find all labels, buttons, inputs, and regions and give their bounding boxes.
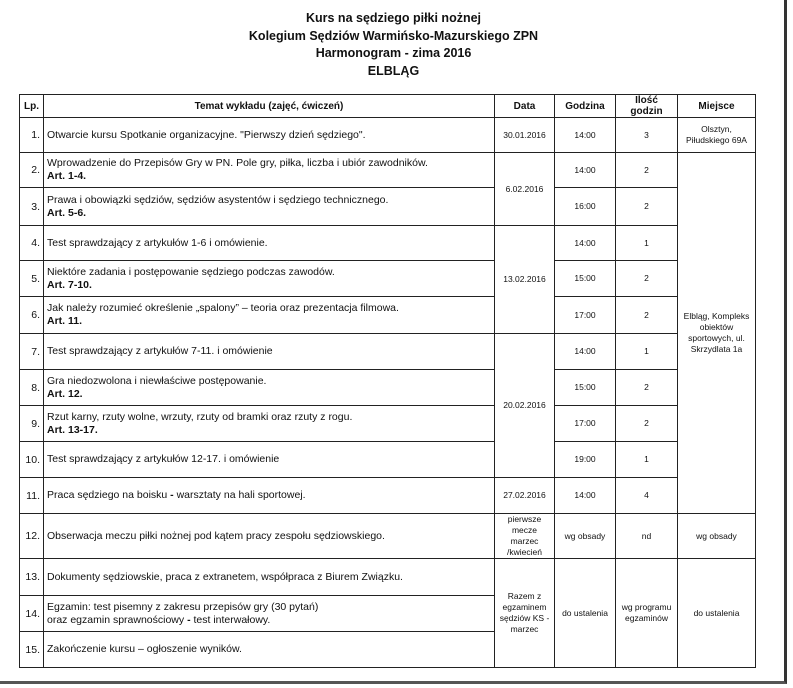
row-hours: 1 [616, 226, 678, 261]
schedule-title: Harmonogram - zima 2016 [315, 46, 472, 60]
schedule-table [19, 94, 756, 668]
row-hours: 4 [616, 478, 678, 514]
column-header-date: Data [495, 95, 555, 118]
row-number: 2. [20, 153, 44, 188]
row-number: 14. [20, 596, 44, 632]
row-time: 14:00 [555, 334, 616, 370]
row-hours: 1 [616, 442, 678, 478]
row-hours: 2 [616, 261, 678, 297]
row-topic: Otwarcie kursu Spotkanie organizacyjne. "Pierwszy dzień sędziego". [44, 118, 495, 153]
row-number: 13. [20, 559, 44, 596]
row-time: 14:00 [555, 118, 616, 153]
row-date: 27.02.2016 [495, 478, 555, 514]
column-header-hours: Ilość godzin [616, 95, 678, 118]
article-ref: Art. 5-6. [47, 206, 87, 219]
row-hours: nd [616, 514, 678, 559]
row-number: 8. [20, 370, 44, 406]
city-name: ELBLĄG [367, 63, 420, 78]
row-hours: 1 [616, 334, 678, 370]
row-number: 5. [20, 261, 44, 297]
row-time: 14:00 [555, 478, 616, 514]
table-row [20, 261, 756, 297]
row-topic: Zakończenie kursu – ogłoszenie wyników. [44, 632, 495, 668]
table-row [20, 406, 756, 442]
row-place: wg obsady [678, 514, 756, 559]
row-date: 30.01.2016 [495, 118, 555, 153]
row-topic: Wprowadzenie do Przepisów Gry w PN. Pole gry, piłka, liczba i ubiór zawodników. Art. 1-4. [44, 153, 495, 188]
row-topic: Gra niedozwolona i niewłaściwe postępowanie. Art. 12. [44, 370, 495, 406]
row-time: 15:00 [555, 370, 616, 406]
article-ref: Art. 12. [47, 387, 83, 400]
row-number: 3. [20, 188, 44, 226]
row-hours: 2 [616, 188, 678, 226]
row-time: 19:00 [555, 442, 616, 478]
row-place: Olsztyn, Piłudskiego 69A [678, 118, 756, 153]
article-ref: Art. 7-10. [47, 278, 92, 291]
table-row [20, 188, 756, 226]
table-row [20, 370, 756, 406]
table-row [20, 153, 756, 188]
row-hours: 2 [616, 153, 678, 188]
row-topic: Test sprawdzający z artykułów 7-11. i omówienie [44, 334, 495, 370]
row-time: 14:00 [555, 153, 616, 188]
table-header-row [20, 95, 756, 118]
row-topic: Dokumenty sędziowskie, praca z extranetem, współpraca z Biurem Związku. [44, 559, 495, 596]
column-header-place: Miejsce [678, 95, 756, 118]
table-row [20, 442, 756, 478]
row-number: 1. [20, 118, 44, 153]
row-topic: Jak należy rozumieć określenie „spalony” – teoria oraz prezentacja filmowa. Art. 11. [44, 297, 495, 334]
article-ref: Art. 1-4. [47, 170, 87, 182]
row-number: 4. [20, 226, 44, 261]
table-row [20, 478, 756, 514]
row-topic: Egzamin: test pisemny z zakresu przepisów gry (30 pytań) oraz egzamin sprawnościowy - test interwałowy. [44, 596, 495, 632]
course-title: Kurs na sędziego piłki nożnej [305, 11, 482, 25]
article-ref: Art. 11. [47, 315, 83, 327]
column-header-lp: Lp. [20, 95, 44, 118]
row-time: 16:00 [555, 188, 616, 226]
row-date: 20.02.2016 [495, 334, 555, 478]
row-hours: 2 [616, 370, 678, 406]
table-row [20, 226, 756, 261]
row-number: 7. [20, 334, 44, 370]
row-topic: Praca sędziego na boisku - warsztaty na hali sportowej. [44, 478, 495, 514]
row-topic: Rzut karny, rzuty wolne, wrzuty, rzuty od bramki oraz rzuty z rogu. Art. 13-17. [44, 406, 495, 442]
row-date: 13.02.2016 [495, 226, 555, 334]
row-number: 10. [20, 442, 44, 478]
table-row [20, 514, 756, 559]
row-place: do ustalenia [678, 559, 756, 668]
row-topic: Niektóre zadania i postępowanie sędziego podczas zawodów. Art. 7-10. [44, 261, 495, 297]
row-hours: 2 [616, 406, 678, 442]
column-header-topic: Temat wykładu (zajęć, ćwiczeń) [44, 95, 495, 118]
row-topic: Test sprawdzający z artykułów 12-17. i omówienie [44, 442, 495, 478]
row-time: wg obsady [555, 514, 616, 559]
row-topic: Test sprawdzający z artykułów 1-6 i omówienie. [44, 226, 495, 261]
article-ref: Art. 13-17. [47, 423, 98, 436]
table-row [20, 334, 756, 370]
row-time: do ustalenia [555, 559, 616, 668]
row-hours: wg programu egzaminów [616, 559, 678, 668]
row-time: 15:00 [555, 261, 616, 297]
row-time: 17:00 [555, 406, 616, 442]
row-date: pierwsze mecze marzec /kwiecień [495, 514, 555, 559]
column-header-time: Godzina [555, 95, 616, 118]
row-number: 9. [20, 406, 44, 442]
row-number: 6. [20, 297, 44, 334]
row-date: Razem z egzaminem sędziów KS - marzec [495, 559, 555, 668]
organization-name: Kolegium Sędziów Warmińsko-Mazurskiego ZPN [248, 28, 539, 43]
document-header [0, 10, 787, 80]
row-number: 12. [20, 514, 44, 559]
row-topic: Obserwacja meczu piłki nożnej pod kątem pracy zespołu sędziowskiego. [44, 514, 495, 559]
row-hours: 3 [616, 118, 678, 153]
table-row [20, 559, 756, 596]
row-number: 11. [20, 478, 44, 514]
table-row [20, 118, 756, 153]
row-time: 17:00 [555, 297, 616, 334]
row-date: 6.02.2016 [495, 153, 555, 226]
row-number: 15. [20, 632, 44, 668]
row-time: 14:00 [555, 226, 616, 261]
row-hours: 2 [616, 297, 678, 334]
row-place: Elbląg, Kompleks obiektów sportowych, ul. Skrzydlata 1a [678, 153, 756, 514]
row-topic: Prawa i obowiązki sędziów, sędziów asystentów i sędziego technicznego. Art. 5-6. [44, 188, 495, 226]
table-row [20, 297, 756, 334]
